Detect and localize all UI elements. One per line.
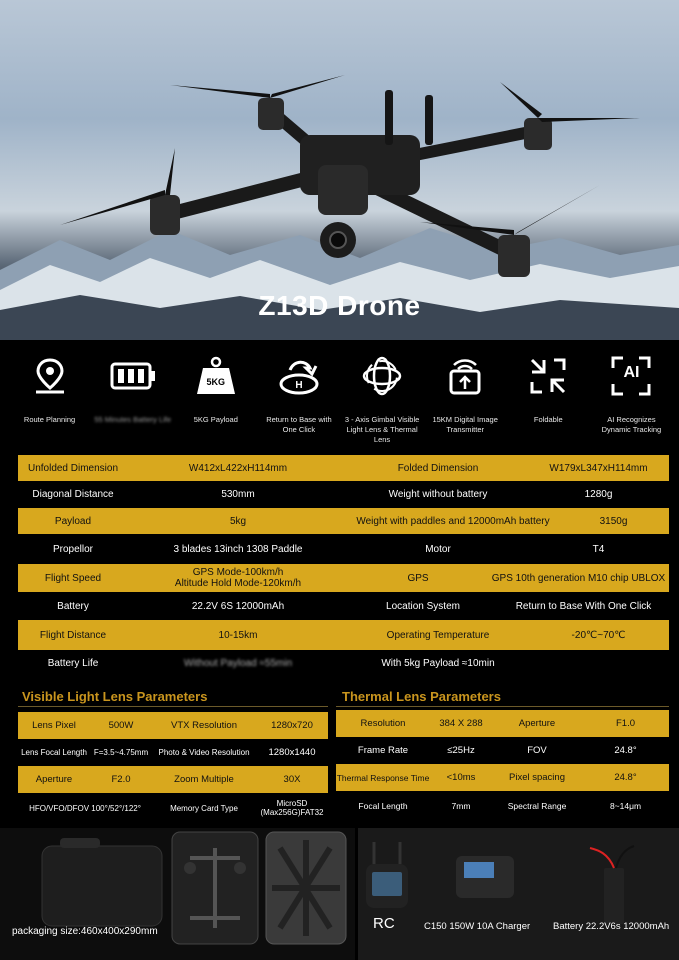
param-row <box>336 764 669 791</box>
spec-value: 22.2V 6S 12000mAh <box>191 600 285 612</box>
param-label: HFO/VFO/DFOV 100°/52°/122° <box>29 803 141 813</box>
spec-row <box>18 620 669 650</box>
spec-label: Propellor <box>52 543 94 555</box>
feature-route-planning <box>8 345 91 445</box>
param-label: Focal Length <box>358 801 408 811</box>
param-label: Aperture <box>518 718 556 729</box>
drone-image <box>0 0 679 300</box>
feature-payload <box>174 345 257 445</box>
spec-label: Battery Life <box>47 657 99 669</box>
param-value: 1280x1440 <box>268 747 316 758</box>
spec-row <box>18 592 669 620</box>
visible-lens-table <box>18 712 328 823</box>
spec-label: Payload <box>54 515 92 527</box>
spec-label: Weight with paddles and 12000mAh battery <box>356 515 550 527</box>
charger-label: C150 150W 10A Charger <box>424 921 531 932</box>
param-label: Lens Focal Length <box>21 748 87 757</box>
feature-return-to-base <box>257 345 340 445</box>
feature-label: Return to Base with One Click <box>266 415 332 434</box>
param-value: 500W <box>108 720 134 731</box>
spec-row <box>18 481 669 508</box>
gimbal-icon <box>357 351 407 401</box>
param-value: MicroSD (Max256G)FAT32 <box>260 799 324 817</box>
param-value: 384 X 288 <box>439 718 483 729</box>
location-pin-icon <box>25 351 75 401</box>
param-value: 7mm <box>451 801 471 811</box>
param-row <box>18 712 328 739</box>
param-label: Spectral Range <box>507 801 567 811</box>
spec-label: Unfolded Dimension <box>27 462 119 474</box>
spec-value: Return to Base With One Click <box>515 600 652 612</box>
param-label: Frame Rate <box>357 745 409 756</box>
feature-label: 3 - Axis Gimbal Visible Light Lens & Thermal Lens <box>344 415 420 444</box>
spec-value: T4 <box>592 543 605 555</box>
spec-value: 530mm <box>221 489 255 500</box>
spec-label: Motor <box>425 543 451 555</box>
feature-label: 55 Minutes Battery Life <box>94 415 172 424</box>
param-label: Memory Card Type <box>170 803 238 813</box>
spec-label: Battery <box>57 600 89 612</box>
spec-row <box>18 564 669 592</box>
rc-label: RC <box>373 915 395 932</box>
foldable-icon <box>523 351 573 401</box>
packaging-case-image <box>0 828 355 960</box>
param-value: F2.0 <box>111 774 131 785</box>
feature-icons <box>8 345 673 445</box>
battery-label: Battery 22.2V6s 12000mAh <box>553 921 670 932</box>
feature-label: 5KG Payload <box>193 415 238 424</box>
param-value: 1280x720 <box>271 720 313 731</box>
spec-table <box>18 455 669 676</box>
spec-value: 10-15km <box>218 629 258 641</box>
spec-label: Operating Temperature <box>386 629 490 641</box>
spec-value: W179xL347xH114mm <box>549 462 648 474</box>
packaging-size-label: packaging size:460x400x290mm <box>12 926 158 937</box>
svg-text:H: H <box>295 380 303 391</box>
param-row <box>18 793 328 823</box>
param-label: Photo & Video Resolution <box>158 748 250 757</box>
spec-row <box>18 534 669 564</box>
spec-label: Flight Distance <box>39 629 107 641</box>
return-home-icon <box>274 351 324 401</box>
spec-value: GPS Mode-100km/h Altitude Hold Mode-120km/h <box>174 567 302 589</box>
param-label: Zoom Multiple <box>174 774 234 785</box>
param-row <box>336 737 669 764</box>
feature-battery-life <box>91 345 174 445</box>
param-value: <10ms <box>446 772 476 783</box>
ai-icon <box>606 351 656 401</box>
accessories-panel <box>358 828 679 960</box>
param-label: FOV <box>527 745 547 756</box>
feature-label: AI Recognizes Dynamic Tracking <box>601 415 662 434</box>
spec-label: Folded Dimension <box>397 462 479 474</box>
param-row <box>18 739 328 766</box>
param-row <box>336 710 669 737</box>
spec-label: Location System <box>386 600 460 612</box>
feature-label: Route Planning <box>23 415 76 424</box>
param-label: Thermal Response Time <box>336 772 430 783</box>
param-label: VTX Resolution <box>170 720 237 731</box>
spec-value: GPS 10th generation M10 chip UBLOX <box>491 572 666 584</box>
thermal-lens-divider <box>336 706 669 707</box>
feature-foldable <box>507 345 590 445</box>
feature-gimbal <box>341 345 424 445</box>
spec-value: 5kg <box>229 515 247 527</box>
spec-value: -20℃~70℃ <box>571 629 626 641</box>
ai-icon-text: AI <box>623 364 640 381</box>
param-label: Pixel spacing <box>509 772 565 783</box>
feature-label: 15KM Digital Image Transmitter <box>432 415 498 434</box>
param-value: 8~14μm <box>609 801 642 811</box>
spec-value: 1280g <box>584 489 613 500</box>
spec-label: GPS <box>407 572 429 584</box>
param-value: 30X <box>283 774 301 785</box>
feature-transmitter <box>424 345 507 445</box>
weight-icon <box>191 351 241 401</box>
param-value: F1.0 <box>615 718 635 729</box>
weight-icon-text: 5KG <box>206 377 226 387</box>
param-label: Aperture <box>35 774 73 785</box>
battery-icon <box>108 351 158 401</box>
hero-banner <box>0 0 679 340</box>
transmitter-icon <box>440 351 490 401</box>
spec-value: 3 blades 13inch 1308 Paddle <box>173 543 303 555</box>
spec-label: Diagonal Distance <box>32 489 114 500</box>
visible-lens-divider <box>18 706 328 707</box>
param-row <box>336 791 669 821</box>
param-label: Lens Pixel <box>32 720 76 731</box>
accessories-image <box>358 828 679 960</box>
spec-value: W412xL422xH114mm <box>188 462 288 474</box>
param-value: ≤25Hz <box>447 745 475 756</box>
param-value: 24.8° <box>614 745 637 756</box>
thermal-lens-table <box>336 710 669 821</box>
param-value: 24.8° <box>614 772 637 783</box>
param-value: F=3.5~4.75mm <box>93 748 149 757</box>
spec-label: Flight Speed <box>44 572 102 584</box>
feature-ai-tracking <box>590 345 673 445</box>
spec-row <box>18 650 669 676</box>
spec-row <box>18 508 669 534</box>
visible-lens-title: Visible Light Lens Parameters <box>22 689 208 704</box>
spec-value: 3150g <box>599 515 628 527</box>
page-title: Z13D Drone <box>258 290 421 321</box>
param-label: Resolution <box>360 718 406 729</box>
param-row <box>18 766 328 793</box>
spec-row <box>18 455 669 481</box>
feature-label: Foldable <box>533 415 563 424</box>
thermal-lens-title: Thermal Lens Parameters <box>342 689 501 704</box>
spec-label: Weight without battery <box>388 489 488 500</box>
packaging-panel <box>0 828 355 960</box>
spec-value: Without Payload ≈55min <box>183 657 293 669</box>
spec-value: With 5kg Payload ≈10min <box>381 657 495 669</box>
